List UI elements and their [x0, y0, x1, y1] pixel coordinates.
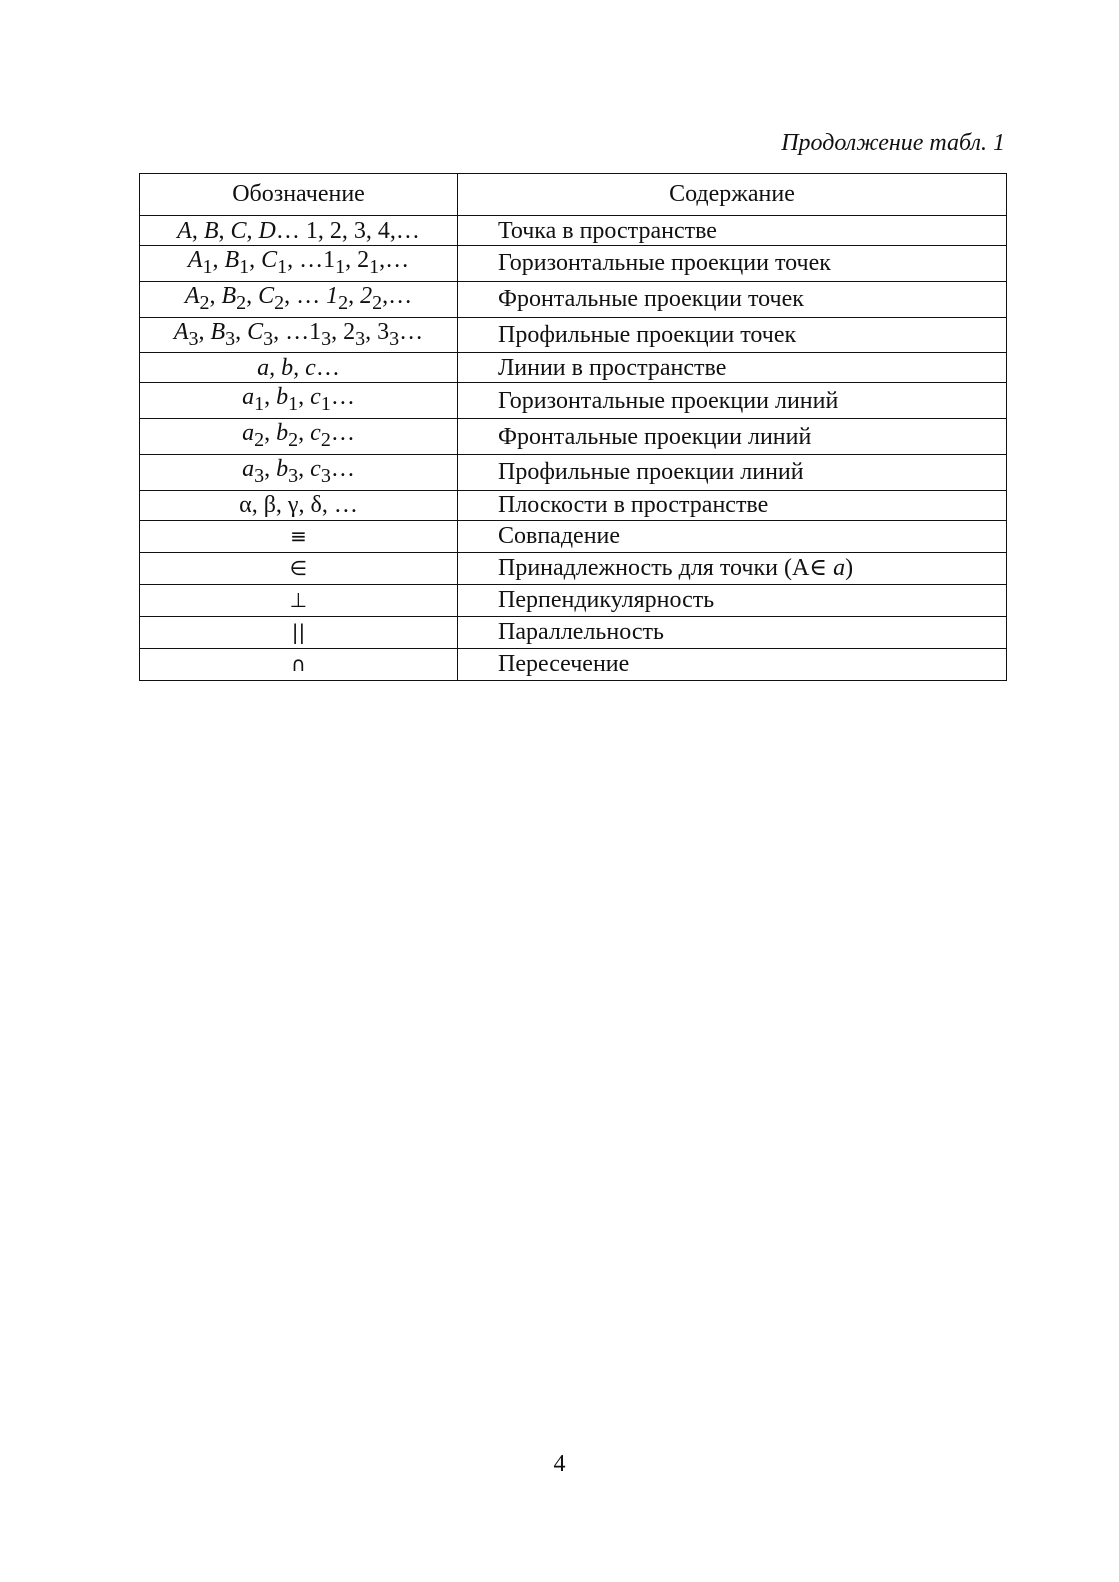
content-cell: Перпендикулярность	[458, 584, 1007, 616]
designation-cell: a, b, c…	[140, 353, 458, 383]
content-cell: Горизонтальные проекции точек	[458, 246, 1007, 282]
table-row	[140, 216, 1007, 246]
designation-cell: $a_1$, $b_1$, $c_1\dots$	[140, 383, 458, 419]
table-row	[140, 520, 1007, 552]
designation-cell: ∩	[140, 648, 458, 680]
designation-cell: $A_2$, $B_2$, $C_2$, … $1_2$, $2_2,\dots$	[140, 281, 458, 317]
table-row	[140, 383, 1007, 419]
table-body	[140, 216, 1007, 681]
designation-cell: $a_2$, $b_2$, $c_2\dots$	[140, 419, 458, 455]
table-row	[140, 552, 1007, 584]
header-content: Содержание	[458, 174, 1007, 216]
content-cell: Принадлежность для точки (А∈ a)	[458, 552, 1007, 584]
table-row	[140, 353, 1007, 383]
content-cell: Линии в пространстве	[458, 353, 1007, 383]
content-cell: Профильные проекции точек	[458, 317, 1007, 353]
content-cell: Горизонтальные проекции линий	[458, 383, 1007, 419]
designation-cell: $A_3$, $B_3$, $C_3$, $\dots 1_3$, $2_3$, $3_3\dots$	[140, 317, 458, 353]
content-cell: Параллельность	[458, 616, 1007, 648]
designation-cell: α, β, γ, δ, …	[140, 490, 458, 520]
content-cell: Плоскости в пространстве	[458, 490, 1007, 520]
page-number: 4	[553, 1451, 566, 1477]
table-row	[140, 648, 1007, 680]
header-designation: Обозначение	[140, 174, 458, 216]
table-row	[140, 616, 1007, 648]
content-cell: Фронтальные проекции точек	[458, 281, 1007, 317]
table-row	[140, 584, 1007, 616]
table-row	[140, 419, 1007, 455]
content-cell: Профильные проекции линий	[458, 454, 1007, 490]
table-continuation-caption: Продолжение табл. 1	[781, 130, 1005, 156]
content-cell: Совпадение	[458, 520, 1007, 552]
designation-cell: ⊥	[140, 584, 458, 616]
content-cell: Точка в пространстве	[458, 216, 1007, 246]
table-header-row	[140, 174, 1007, 216]
notation-table	[139, 173, 1007, 681]
content-cell: Фронтальные проекции линий	[458, 419, 1007, 455]
designation-cell: ∈	[140, 552, 458, 584]
content-cell: Пересечение	[458, 648, 1007, 680]
designation-cell: $a_3$, $b_3$, $c_3\dots$	[140, 454, 458, 490]
table-row	[140, 454, 1007, 490]
table-row	[140, 490, 1007, 520]
designation-cell: ||	[140, 616, 458, 648]
designation-cell: A, B, C, D… 1, 2, 3, 4,…	[140, 216, 458, 246]
table-row	[140, 281, 1007, 317]
designation-cell: ≡	[140, 520, 458, 552]
table-row	[140, 317, 1007, 353]
table-row	[140, 246, 1007, 282]
designation-cell: $A_1$, $B_1$, $C_1$, $\dots 1_1$, $2_1,\dots$	[140, 246, 458, 282]
